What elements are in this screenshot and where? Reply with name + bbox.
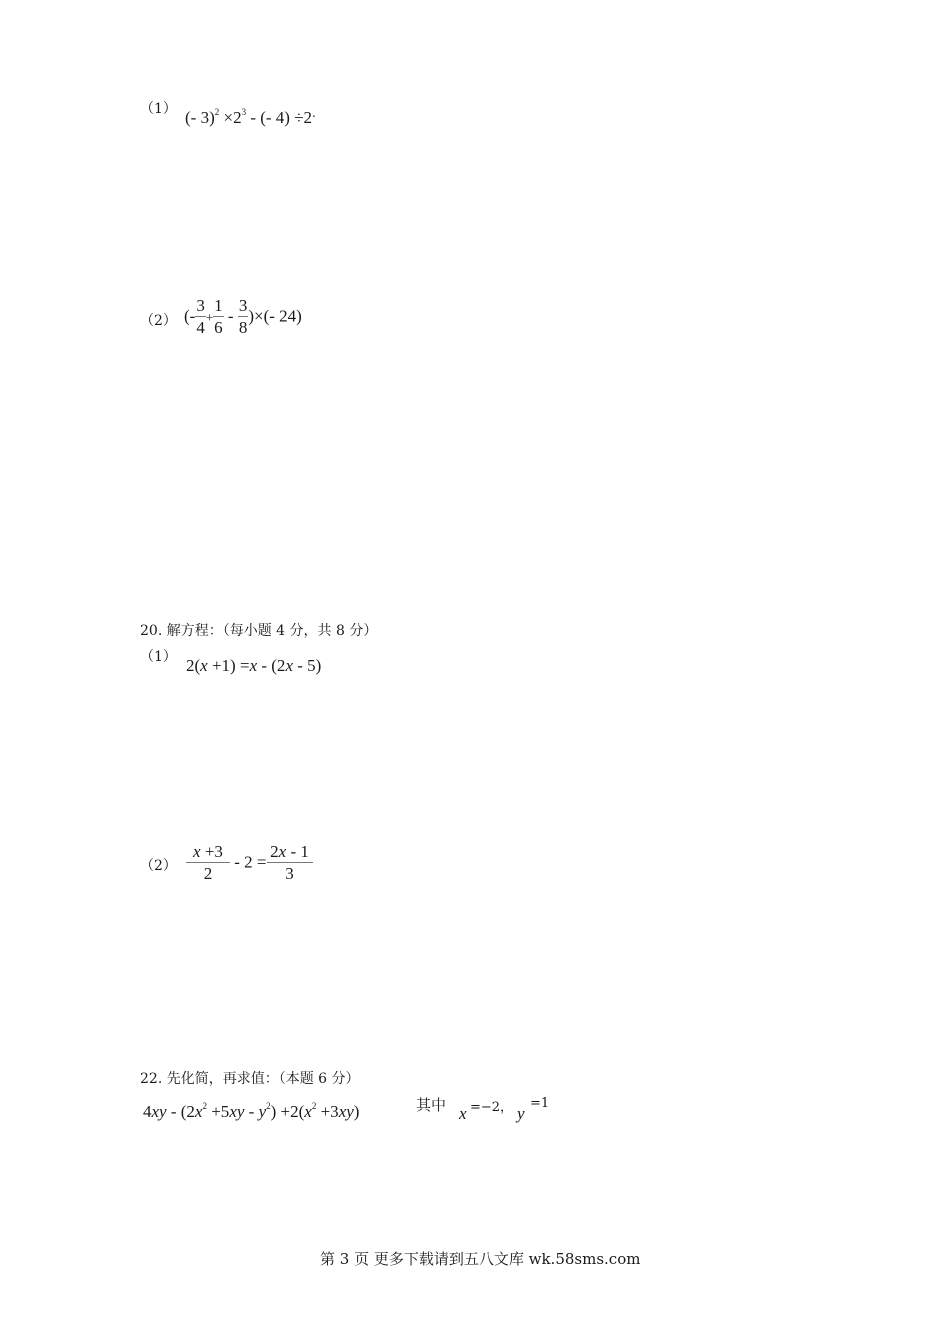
q19-part1-expression (185, 108, 316, 128)
coefficient: 2 (270, 842, 279, 861)
expr-term: +5 (206, 1102, 230, 1121)
expr-term: - (2 (166, 1102, 195, 1121)
page-footer: 第 3 页 更多下载请到五八文库 wk.58sms.com (320, 1250, 641, 1268)
numerator (186, 842, 230, 862)
variable-x: x (249, 656, 258, 675)
q22-x-variable: x (459, 1104, 467, 1123)
q19-part1-label: （1） (140, 101, 177, 117)
expr-term: )×(- 24) (248, 306, 302, 326)
expr-term: +3 (316, 1102, 339, 1121)
q22-expression (143, 1102, 359, 1122)
numerator: 3 (196, 296, 205, 315)
exponent: 2 (214, 107, 220, 117)
period-mark: . (312, 106, 316, 121)
expr-term: (- 3) (185, 108, 215, 127)
exponent: 3 (241, 107, 247, 117)
q19-part2-expression (184, 296, 302, 339)
variable-xy: xy (229, 1102, 245, 1121)
variable-x: x (200, 656, 208, 675)
variable-xy: xy (151, 1102, 167, 1121)
q22-y-variable: y (517, 1104, 525, 1123)
exponent: 2 (202, 1101, 207, 1111)
variable-y: y (258, 1102, 267, 1121)
variable-x: x (278, 842, 287, 861)
denominator: 2 (186, 862, 230, 885)
q22-heading: 22. 先化简，再求值：（本题 6 分） (140, 1071, 360, 1087)
fraction-3-4 (195, 296, 206, 339)
variable-x: x (285, 656, 293, 675)
q20-part1-equation (186, 656, 321, 676)
operator: - (223, 306, 238, 326)
expr-term: ) +2( (270, 1102, 305, 1121)
numerator (267, 842, 313, 862)
q20-heading: 20. 解方程：（每小题 4 分，共 8 分） (140, 623, 378, 639)
variable-x: x (193, 842, 201, 861)
fraction-1-6 (213, 296, 224, 339)
fraction-3-8 (238, 296, 249, 339)
variable-xy: xy (338, 1102, 354, 1121)
expr-term: - 2 = (230, 852, 267, 872)
denominator: 3 (267, 862, 313, 885)
exponent: 2 (266, 1101, 271, 1111)
q22-x-value: =−2， (470, 1100, 514, 1115)
variable-x: x (304, 1102, 312, 1121)
expr-term: ) (353, 1102, 360, 1121)
expr-term: (- (184, 306, 196, 326)
variable-x: x (194, 1102, 203, 1121)
expr-term: - (- 4) ÷2 (246, 108, 313, 127)
coefficient: 4 (143, 1102, 152, 1121)
denominator: 4 (196, 318, 205, 337)
q22-where-label: 其中 (416, 1096, 447, 1114)
expr-term: +1) = (207, 656, 250, 675)
q20-part2-label: （2） (140, 858, 177, 874)
fraction-x-plus-3-over-2 (186, 842, 230, 885)
exponent: 2 (311, 1101, 317, 1111)
expr-term: - 1 (286, 842, 309, 861)
expr-term: ×2 (219, 108, 242, 127)
denominator: 8 (238, 318, 248, 337)
q19-part2-label: （2） (140, 313, 177, 329)
q20-part2-equation (186, 842, 313, 885)
expr-term: 2( (186, 656, 201, 675)
fraction-2x-minus-1-over-3 (267, 842, 313, 885)
expr-term: +3 (200, 842, 223, 861)
expr-term: - (2 (257, 656, 286, 675)
expr-term: - (244, 1102, 259, 1121)
q22-y-value: =1 (530, 1096, 550, 1111)
operator: + (205, 309, 214, 325)
numerator: 3 (238, 296, 248, 315)
q20-part1-label: （1） (140, 649, 177, 665)
denominator: 6 (214, 318, 223, 337)
numerator: 1 (214, 296, 223, 315)
expr-term: - 5) (292, 656, 322, 675)
